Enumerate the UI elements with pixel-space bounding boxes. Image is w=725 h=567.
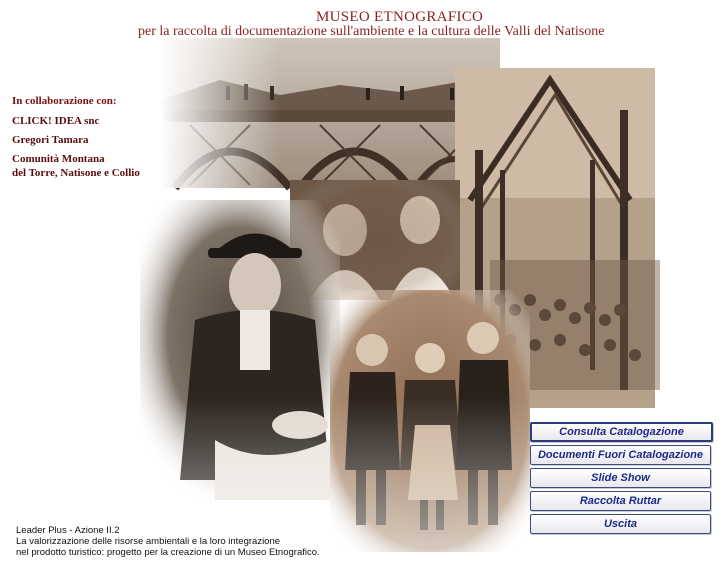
partner-comunita-montana: Comunità Montana bbox=[12, 153, 105, 165]
collaboration-heading: In collaborazione con: bbox=[12, 95, 117, 107]
partner-click-idea: CLICK! IDEA snc bbox=[12, 115, 100, 127]
collaboration-block bbox=[12, 94, 140, 180]
partner-gregori-tamara: Gregori Tamara bbox=[12, 134, 89, 146]
slide-show-button[interactable]: Slide Show bbox=[530, 468, 711, 488]
footer-line-2: La valorizzazione delle risorse ambientali e la loro integrazione bbox=[16, 536, 281, 547]
consulta-catalogazione-button[interactable]: Consulta Catalogazione bbox=[530, 422, 713, 442]
footer-line-1: Leader Plus - Azione II.2 bbox=[16, 525, 120, 536]
footer-info bbox=[16, 525, 320, 558]
raccolta-ruttar-button[interactable]: Raccolta Ruttar bbox=[530, 491, 711, 511]
footer-line-3: nel prodotto turistico: progetto per la creazione di un Museo Etnografico. bbox=[16, 547, 320, 558]
main-menu bbox=[530, 422, 711, 537]
partner-comunita-region: del Torre, Natisone e Collio bbox=[12, 167, 140, 179]
documenti-fuori-catalogazione-button[interactable]: Documenti Fuori Catalogazione bbox=[530, 445, 711, 465]
uscita-button[interactable]: Uscita bbox=[530, 514, 711, 534]
